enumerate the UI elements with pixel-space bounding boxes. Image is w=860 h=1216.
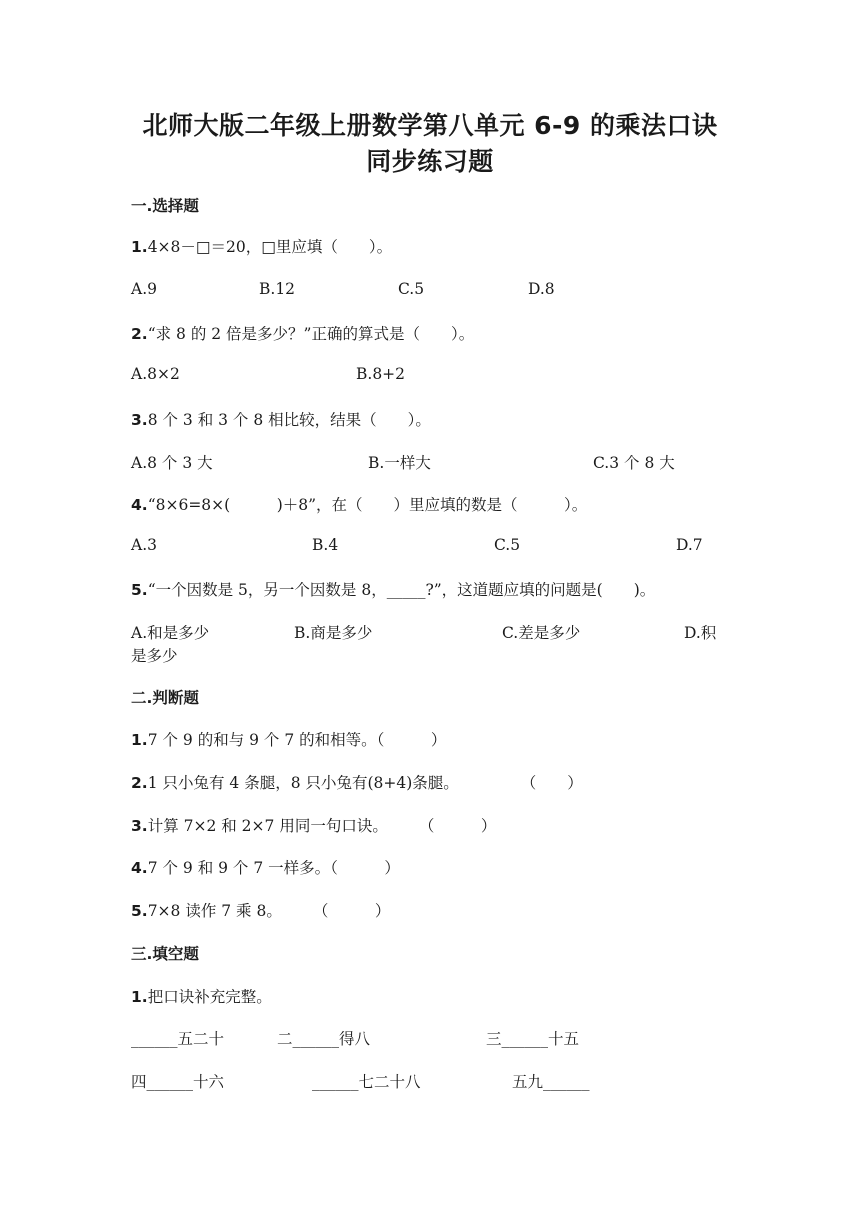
choice-5-option-d: D.积 <box>684 624 717 642</box>
fill-blank-item: 三______十五 <box>486 1030 580 1048</box>
question-number: 2. <box>131 774 148 792</box>
question-text: “求 8 的 2 倍是多少？”正确的算式是（ ）。 <box>147 325 475 343</box>
question-number: 1. <box>131 731 148 749</box>
question-number: 4. <box>131 859 148 877</box>
judge-question-1 <box>131 728 446 750</box>
section-fill-heading: 三.填空题 <box>131 945 199 963</box>
choice-2-option-b: B.8+2 <box>356 365 406 383</box>
choice-1-option-c: C.5 <box>398 280 425 298</box>
judge-question-4 <box>131 856 400 878</box>
page-title-line2: 同步练习题 <box>366 147 494 176</box>
question-number: 4. <box>131 496 148 514</box>
fill-blank-item: 四______十六 <box>131 1073 225 1091</box>
question-text: 把口诀补充完整。 <box>147 988 272 1006</box>
choice-3-option-a: A.8 个 3 大 <box>131 454 213 472</box>
question-text: “8×6=8×( )＋8”，在（ ）里应填的数是（ ）。 <box>147 496 588 514</box>
choice-5-option-a: A.和是多少 <box>131 624 210 642</box>
choice-5-option-d-wrap: 是多少 <box>131 647 178 665</box>
choice-1-option-d: D.8 <box>528 280 555 298</box>
question-text: 计算 7×2 和 2×7 用同一句口诀。 （ ） <box>147 817 497 835</box>
question-number: 1. <box>131 238 148 256</box>
page-title-line1: 北师大版二年级上册数学第八单元 6-9 的乘法口诀 <box>142 111 718 140</box>
choice-question-3 <box>131 408 431 430</box>
question-number: 1. <box>131 988 148 1006</box>
fill-blank-item: 二______得八 <box>277 1030 371 1048</box>
question-number: 3. <box>131 411 148 429</box>
choice-4-option-d: D.7 <box>676 536 703 554</box>
choice-4-option-b: B.4 <box>312 536 339 554</box>
question-number: 2. <box>131 325 148 343</box>
choice-5-option-c: C.差是多少 <box>502 624 581 642</box>
question-text: 7×8 读作 7 乘 8。 （ ） <box>147 902 391 920</box>
question-text: 1 只小兔有 4 条腿，8 只小兔有(8+4)条腿。 （ ） <box>147 774 583 792</box>
choice-1-option-a: A.9 <box>131 280 157 298</box>
choice-3-option-b: B.一样大 <box>368 454 431 472</box>
choice-3-option-c: C.3 个 8 大 <box>593 454 675 472</box>
choice-question-1 <box>131 235 392 257</box>
choice-question-4 <box>131 493 587 515</box>
choice-question-5 <box>131 578 655 600</box>
fill-blank-item: ______五二十 <box>131 1030 225 1048</box>
question-number: 3. <box>131 817 148 835</box>
choice-5-option-b: B.商是多少 <box>294 624 373 642</box>
judge-question-3 <box>131 814 496 836</box>
choice-2-option-a: A.8×2 <box>131 365 180 383</box>
choice-question-2 <box>131 322 474 344</box>
judge-question-2 <box>131 771 583 793</box>
judge-question-5 <box>131 899 390 921</box>
section-choice-heading: 一.选择题 <box>131 197 199 215</box>
question-text: 7 个 9 的和与 9 个 7 的和相等。（ ） <box>147 731 447 749</box>
question-text: 8 个 3 和 3 个 8 相比较，结果（ ）。 <box>147 411 431 429</box>
question-number: 5. <box>131 902 148 920</box>
fill-blank-item: 五九______ <box>512 1073 590 1091</box>
question-text: 4×8－□＝20，□里应填（ ）。 <box>147 238 393 256</box>
question-number: 5. <box>131 581 148 599</box>
fill-blank-item: ______七二十八 <box>312 1073 421 1091</box>
question-text: 7 个 9 和 9 个 7 一样多。（ ） <box>147 859 400 877</box>
choice-4-option-a: A.3 <box>131 536 157 554</box>
choice-1-option-b: B.12 <box>259 280 296 298</box>
fill-question-1 <box>131 985 272 1007</box>
question-text: “一个因数是 5，另一个因数是 8，_____?”，这道题应填的问题是( )。 <box>147 581 656 599</box>
section-judge-heading: 二.判断题 <box>131 689 199 707</box>
choice-4-option-c: C.5 <box>494 536 521 554</box>
